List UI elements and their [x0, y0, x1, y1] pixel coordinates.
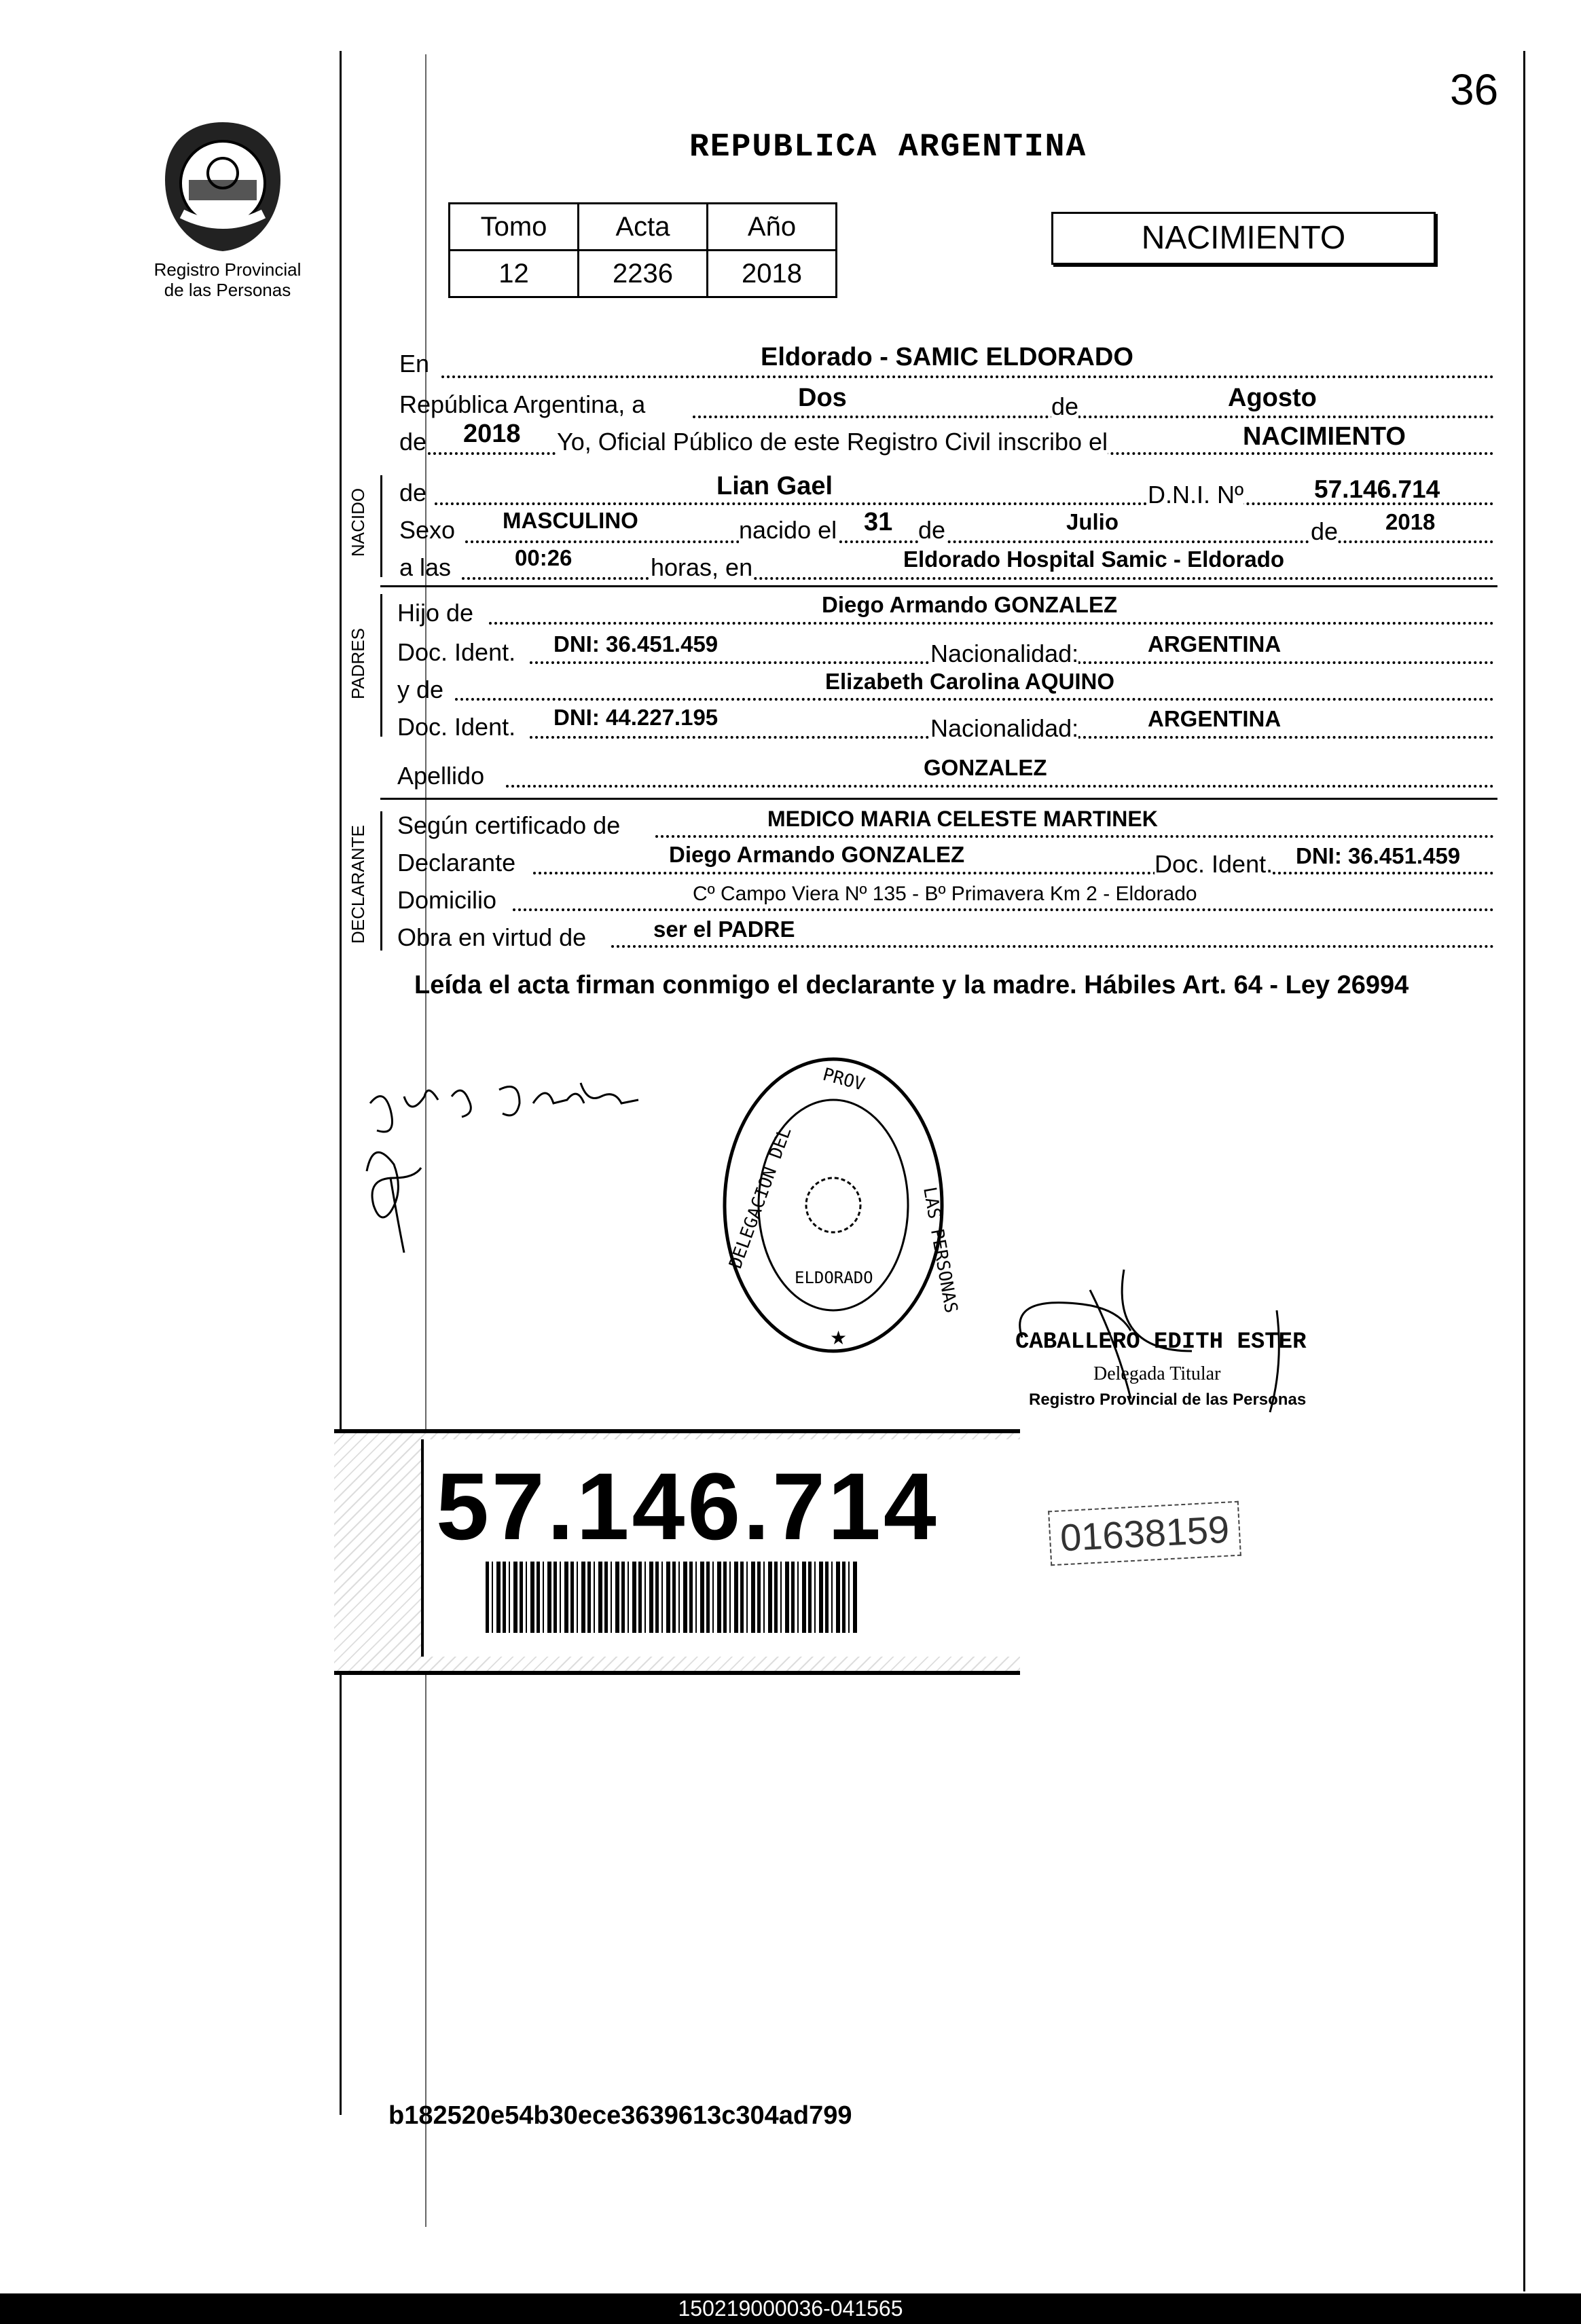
- stamp-role: Delegada Titular: [1093, 1363, 1221, 1384]
- dotted-line: [506, 785, 1494, 788]
- birth-day: 31: [864, 508, 893, 536]
- dotted-line: [533, 872, 1494, 874]
- obra-value: ser el PADRE: [653, 917, 795, 942]
- right-margin-rule: [1523, 51, 1525, 2291]
- barcode-number: 57.146.714: [436, 1453, 939, 1560]
- svg-text:★: ★: [830, 1327, 848, 1349]
- registry-table: [448, 202, 837, 298]
- dotted-line: [465, 540, 1494, 543]
- de-label-month: de: [918, 516, 946, 544]
- birth-time: 00:26: [515, 545, 573, 570]
- de-label: de: [1051, 392, 1079, 420]
- hijo-de-label: Hijo de: [397, 599, 474, 627]
- padres-section-label: PADRES: [348, 628, 368, 699]
- section-bracket: [380, 594, 382, 737]
- de-label-year: de: [399, 428, 427, 456]
- birth-place: Eldorado Hospital Samic - Eldorado: [903, 547, 1285, 572]
- republica-label: República Argentina, a: [399, 390, 646, 418]
- section-bracket: [380, 811, 382, 951]
- dotted-line: [693, 416, 1494, 418]
- svg-text:DELEGACION DEL: DELEGACION DEL: [725, 1124, 796, 1272]
- declarante-label: Declarante: [397, 849, 516, 877]
- svg-text:ELDORADO: ELDORADO: [795, 1268, 873, 1287]
- a-las-label: a las: [399, 553, 452, 581]
- doc-ident-label: Doc. Ident.: [397, 638, 516, 666]
- svg-text:PROV: PROV: [820, 1064, 867, 1095]
- doc-ident-label-mother: Doc. Ident.: [397, 713, 516, 741]
- header-tomo: Tomo: [450, 204, 579, 251]
- dotted-line: [441, 375, 1494, 378]
- nacido-section-label: NACIDO: [348, 487, 368, 557]
- apellido-label: Apellido: [397, 762, 485, 790]
- mother-name: Elizabeth Carolina AQUINO: [825, 669, 1115, 694]
- barcode: [486, 1562, 859, 1633]
- value-acta: 2236: [579, 251, 708, 297]
- delegacion-seal-stamp: [720, 1052, 962, 1358]
- header-ano: Año: [708, 204, 837, 251]
- logo-caption: Registro Provincial de las Personas: [153, 259, 302, 300]
- year-value: 2018: [463, 420, 521, 448]
- month-value: Agosto: [1228, 384, 1317, 412]
- day-value: Dos: [798, 384, 847, 412]
- page-number: 36: [1450, 65, 1499, 114]
- child-dni: 57.146.714: [1314, 475, 1440, 503]
- document-type-box: NACIMIENTO: [1051, 212, 1436, 265]
- y-de-label: y de: [397, 676, 444, 703]
- segun-certificado-label: Según certificado de: [397, 811, 621, 839]
- yo-oficial-text: Yo, Oficial Público de este Registro Civil inscribo el: [557, 428, 1108, 456]
- en-label: En: [399, 350, 430, 377]
- stamp-institution: Registro Provincial de las Personas: [1029, 1390, 1307, 1409]
- province-seal-logo: [155, 115, 291, 251]
- birth-month: Julio: [1066, 509, 1119, 534]
- dotted-line: [655, 835, 1494, 838]
- birth-year: 2018: [1385, 509, 1436, 534]
- de-label-year2: de: [1311, 517, 1339, 545]
- child-name: Lian Gael: [716, 472, 833, 500]
- domicilio-value: Cº Campo Viera Nº 135 - Bº Primavera Km 2 - Eldorado: [693, 883, 1197, 905]
- sexo-value: MASCULINO: [503, 508, 638, 533]
- father-nationality: ARGENTINA: [1148, 631, 1282, 657]
- dotted-line: [455, 698, 1494, 701]
- declarante-section-label: DECLARANTE: [348, 825, 368, 944]
- dotted-line: [611, 945, 1494, 948]
- sexo-label: Sexo: [399, 516, 456, 544]
- place-value: Eldorado - SAMIC ELDORADO: [761, 343, 1133, 371]
- section-divider: [380, 585, 1497, 587]
- mother-nationality: ARGENTINA: [1148, 706, 1282, 731]
- section-divider: [380, 798, 1497, 800]
- act-type-value: NACIMIENTO: [1243, 422, 1406, 451]
- horas-en-label: horas, en: [651, 553, 753, 581]
- domicilio-label: Domicilio: [397, 886, 497, 914]
- declarante-value: Diego Armando GONZALEZ: [669, 842, 965, 867]
- nacido-el-label: nacido el: [739, 516, 837, 544]
- father-name: Diego Armando GONZALEZ: [822, 592, 1118, 617]
- apellido-value: GONZALEZ: [924, 755, 1047, 780]
- header-acta: Acta: [579, 204, 708, 251]
- mother-doc: DNI: 44.227.195: [553, 705, 719, 730]
- section-bracket: [380, 475, 382, 577]
- document-hash: b182520e54b30ece3639613c304ad799: [388, 2101, 852, 2130]
- doc-ident-label-decl: Doc. Ident.: [1155, 850, 1273, 878]
- legal-note: Leída el acta firman conmigo el declarante y la madre. Hábiles Art. 64 - Ley 26994: [414, 971, 1409, 999]
- certificado-value: MEDICO MARIA CELESTE MARTINEK: [767, 807, 1158, 831]
- dotted-line: [462, 577, 1494, 580]
- de-label-name: de: [399, 479, 427, 506]
- declarante-signature: [357, 1076, 683, 1280]
- dni-label: D.N.I. Nº: [1148, 481, 1244, 509]
- left-margin-rule: [340, 51, 342, 2115]
- father-doc: DNI: 36.451.459: [553, 631, 719, 657]
- declarante-doc: DNI: 36.451.459: [1296, 843, 1461, 868]
- footer-id: 150219000036-041565: [0, 2293, 1581, 2324]
- stamp-name: CABALLERO EDITH ESTER: [1015, 1329, 1307, 1355]
- value-ano: 2018: [708, 251, 837, 297]
- nacionalidad-label: Nacionalidad:: [930, 640, 1079, 667]
- obra-label: Obra en virtud de: [397, 923, 587, 951]
- svg-text:LAS PERSONAS: LAS PERSONAS: [919, 1185, 962, 1315]
- dotted-line: [513, 908, 1494, 911]
- serial-number: 01638159: [1048, 1501, 1241, 1566]
- nacionalidad-label-mother: Nacionalidad:: [930, 714, 1079, 742]
- document-title: REPUBLICA ARGENTINA: [689, 129, 1087, 166]
- value-tomo: 12: [450, 251, 579, 297]
- dotted-line: [489, 622, 1494, 625]
- official-stamp: [1002, 1276, 1436, 1422]
